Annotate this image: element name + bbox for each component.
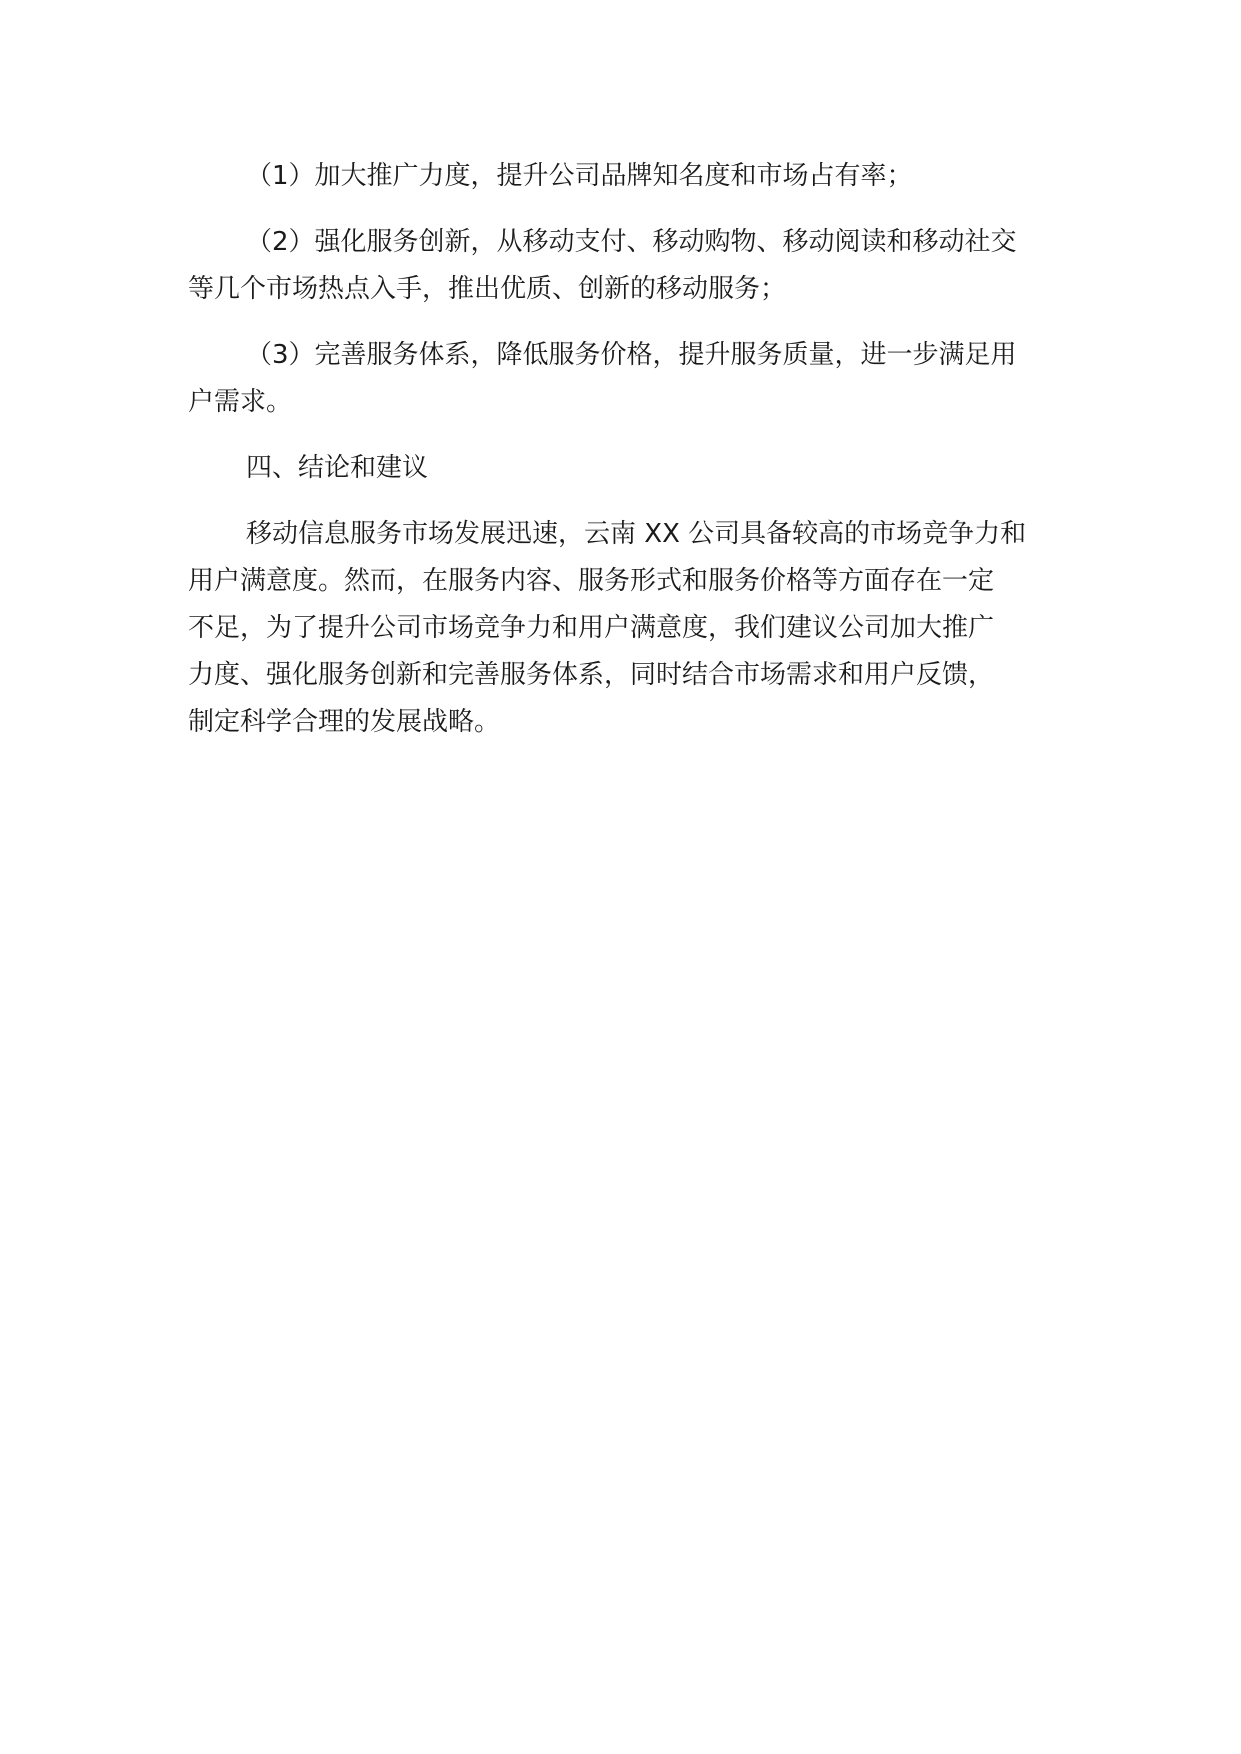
paragraph-line: 移动信息服务市场发展迅速，云南 XX 公司具备较高的市场竞争力和 [246, 519, 1027, 549]
paragraph-line: （1）加大推广力度，提升公司品牌知名度和市场占有率； [246, 161, 913, 191]
paragraph-line: 用户满意度。然而，在服务内容、服务形式和服务价格等方面存在一定 [188, 566, 995, 596]
paragraph-line: 户需求。 [188, 387, 293, 417]
paragraph-line: 制定科学合理的发展战略。 [188, 707, 501, 737]
paragraph-line: （2）强化服务创新，从移动支付、移动购物、移动阅读和移动社交 [246, 227, 1017, 257]
list-item-3 [188, 332, 1056, 426]
list-item-1 [188, 153, 1056, 200]
section-heading [188, 445, 1056, 492]
document-body [188, 153, 1056, 746]
paragraph-line: 不足，为了提升公司市场竞争力和用户满意度，我们建议公司加大推广 [188, 613, 995, 643]
list-item-2 [188, 219, 1056, 313]
section-heading-text: 四、结论和建议 [246, 453, 429, 483]
paragraph-line: （3）完善服务体系，降低服务价格，提升服务质量，进一步满足用 [246, 340, 1017, 370]
paragraph-line: 等几个市场热点入手，推出优质、创新的移动服务； [188, 274, 787, 304]
conclusion-paragraph [188, 511, 1056, 746]
paragraph-line: 力度、强化服务创新和完善服务体系，同时结合市场需求和用户反馈， [188, 660, 995, 690]
